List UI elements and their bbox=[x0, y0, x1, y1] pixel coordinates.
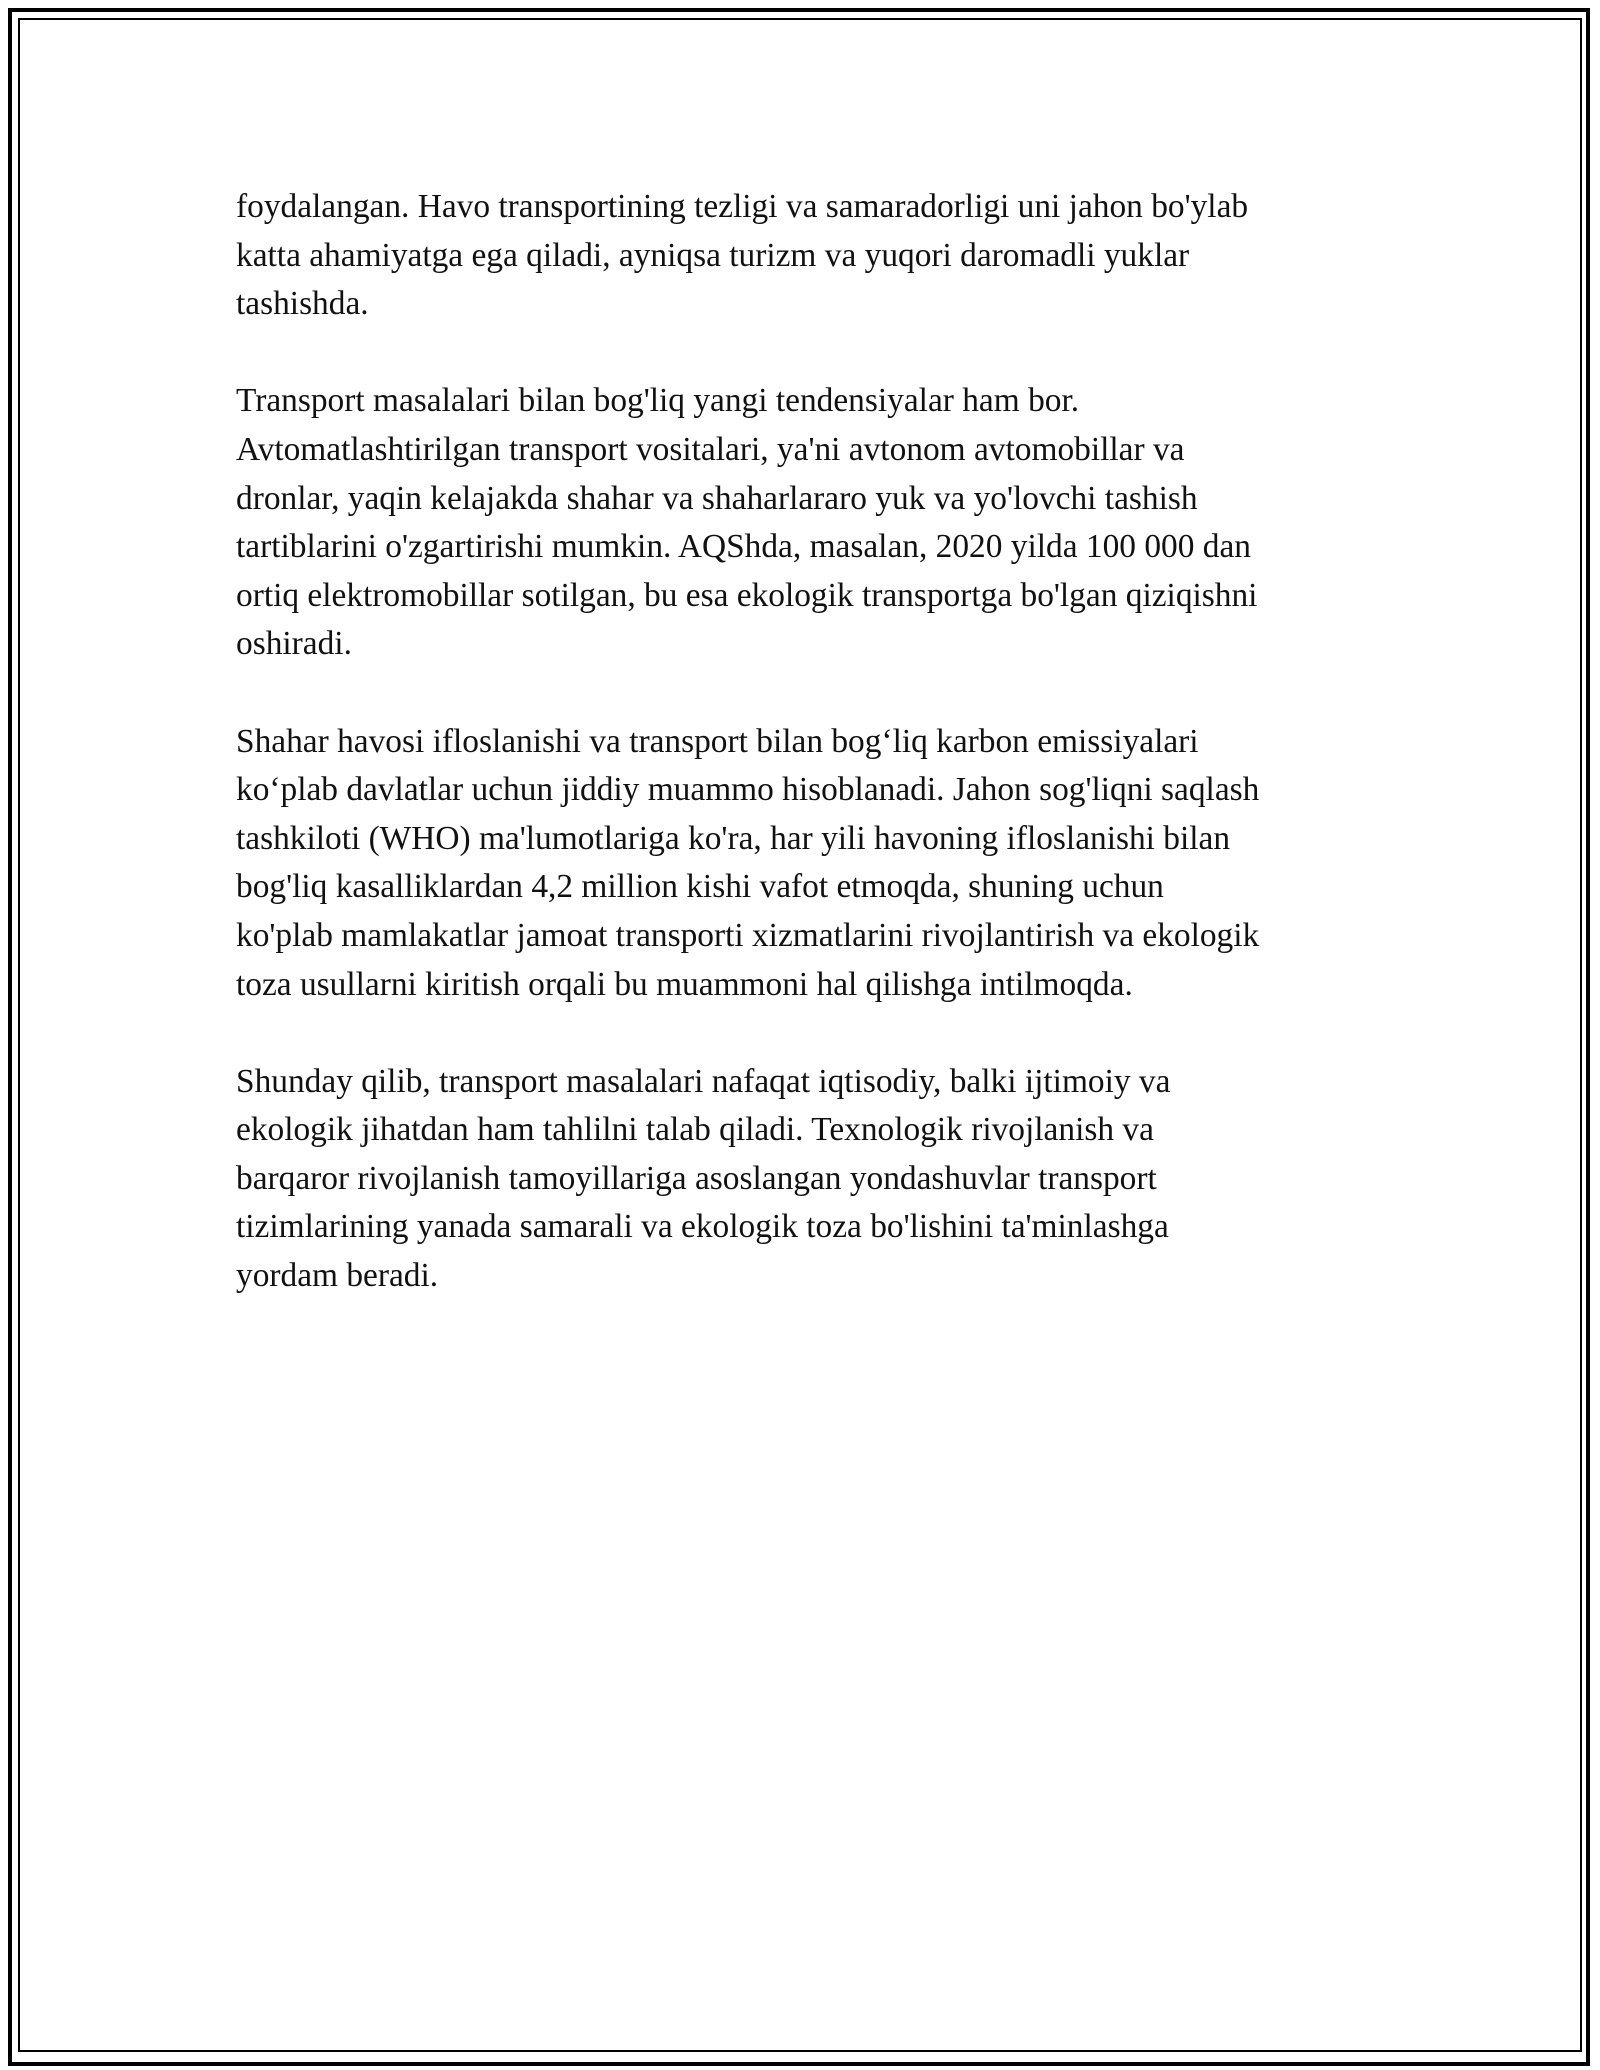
text-line: ko'plab mamlakatlar jamoat transporti xizmatlarini rivojlantirish va ekologik bbox=[236, 916, 1260, 954]
text-line: ekologik jihatdan ham tahlilni talab qiladi. Texnologik rivojlanish va bbox=[236, 1111, 1154, 1149]
text-line: dronlar, yaqin kelajakda shahar va shaharlararo yuk va yo'lovchi tashish bbox=[236, 479, 1198, 517]
text-line: tashishda. bbox=[236, 285, 369, 323]
paragraph-3 bbox=[236, 718, 1376, 1010]
text-line: tizimlarining yanada samarali va ekologik toza bo'lishini ta'minlashga bbox=[236, 1208, 1169, 1246]
text-line: barqaror rivojlanish tamoyillariga asoslangan yondashuvlar transport bbox=[236, 1159, 1157, 1197]
paragraph-2 bbox=[236, 377, 1376, 669]
text-line: ko‘plab davlatlar uchun jiddiy muammo hisoblanadi. Jahon sog'liqni saqlash bbox=[236, 771, 1260, 809]
paragraph-4 bbox=[236, 1058, 1376, 1301]
text-line: katta ahamiyatga ega qiladi, ayniqsa turizm va yuqori daromadli yuklar bbox=[236, 236, 1190, 274]
text-line: oshiradi. bbox=[236, 625, 352, 663]
paragraph-1 bbox=[236, 183, 1376, 329]
text-line: Shunday qilib, transport masalalari nafaqat iqtisodiy, balki ijtimoiy va bbox=[236, 1062, 1171, 1100]
text-line: tartiblarini o'zgartirishi mumkin. AQShda, masalan, 2020 yilda 100 000 dan bbox=[236, 528, 1251, 566]
text-line: toza usullarni kiritish orqali bu muammoni hal qilishga intilmoqda. bbox=[236, 965, 1133, 1003]
text-line: ortiq elektromobillar sotilgan, bu esa ekologik transportga bo'lgan qiziqishni bbox=[236, 576, 1258, 614]
text-line: yordam beradi. bbox=[236, 1257, 439, 1295]
text-line: Avtomatlashtirilgan transport vositalari, ya'ni avtonom avtomobillar va bbox=[236, 430, 1185, 468]
text-line: Shahar havosi ifloslanishi va transport bilan bog‘liq karbon emissiyalari bbox=[236, 722, 1199, 760]
text-line: Transport masalalari bilan bog'liq yangi tendensiyalar ham bor. bbox=[236, 382, 1080, 420]
text-line: bog'liq kasalliklardan 4,2 million kishi vafot etmoqda, shuning uchun bbox=[236, 868, 1164, 906]
text-line: foydalangan. Havo transportining tezligi va samaradorligi uni jahon bo'ylab bbox=[236, 188, 1249, 225]
document-body bbox=[236, 183, 1376, 1349]
text-line: tashkiloti (WHO) ma'lumotlariga ko'ra, har yili havoning ifloslanishi bilan bbox=[236, 819, 1231, 857]
